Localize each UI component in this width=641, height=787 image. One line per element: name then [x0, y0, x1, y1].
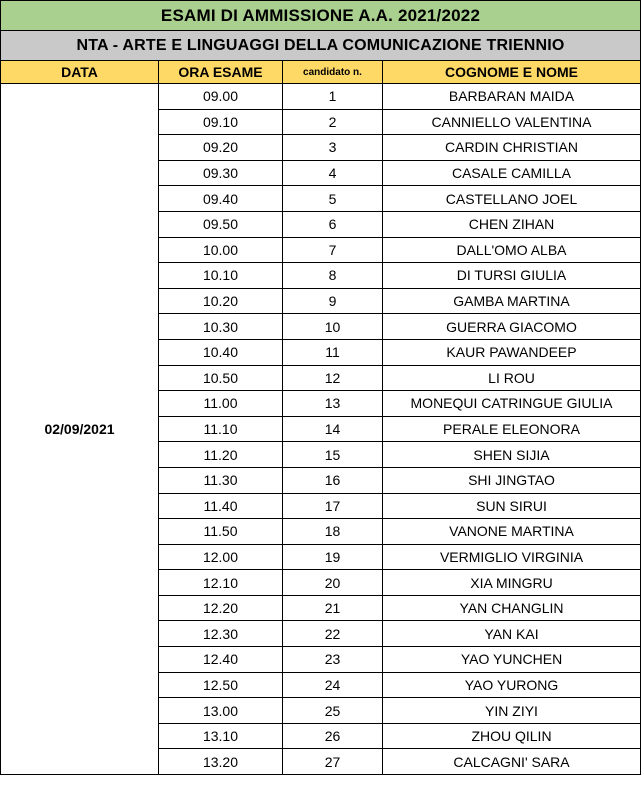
candidate-number-cell: 12	[283, 365, 383, 391]
candidate-number-cell: 1	[283, 84, 383, 110]
candidate-name-cell: KAUR PAWANDEEP	[383, 339, 641, 365]
candidate-name-cell: GUERRA GIACOMO	[383, 314, 641, 340]
title-row	[1, 1, 641, 31]
candidate-name-cell: CASTELLANO JOEL	[383, 186, 641, 212]
sheet-title: ESAMI DI AMMISSIONE A.A. 2021/2022	[1, 1, 641, 31]
candidate-name-cell: VANONE MARTINA	[383, 519, 641, 545]
candidate-name-cell: YAO YURONG	[383, 672, 641, 698]
subtitle-row	[1, 31, 641, 61]
header-candidato: candidato n.	[283, 61, 383, 84]
exam-time-cell: 09.00	[159, 84, 283, 110]
table-row	[1, 84, 641, 110]
candidate-number-cell: 14	[283, 416, 383, 442]
candidate-name-cell: YAO YUNCHEN	[383, 647, 641, 673]
exam-time-cell: 09.20	[159, 135, 283, 161]
exam-time-cell: 13.00	[159, 698, 283, 724]
candidate-number-cell: 3	[283, 135, 383, 161]
candidate-name-cell: DI TURSI GIULIA	[383, 263, 641, 289]
candidate-name-cell: XIA MINGRU	[383, 570, 641, 596]
candidate-number-cell: 8	[283, 263, 383, 289]
exam-time-cell: 10.20	[159, 288, 283, 314]
header-ora-esame: ORA ESAME	[159, 61, 283, 84]
exam-time-cell: 11.40	[159, 493, 283, 519]
candidate-name-cell: PERALE ELEONORA	[383, 416, 641, 442]
candidate-number-cell: 27	[283, 749, 383, 775]
candidate-name-cell: SUN SIRUI	[383, 493, 641, 519]
exam-time-cell: 11.10	[159, 416, 283, 442]
column-header-row	[1, 61, 641, 84]
candidate-number-cell: 17	[283, 493, 383, 519]
candidate-name-cell: YAN CHANGLIN	[383, 595, 641, 621]
exam-time-cell: 11.30	[159, 467, 283, 493]
candidate-number-cell: 4	[283, 160, 383, 186]
candidate-number-cell: 23	[283, 647, 383, 673]
exam-time-cell: 11.20	[159, 442, 283, 468]
exam-time-cell: 13.10	[159, 723, 283, 749]
candidate-name-cell: CHEN ZIHAN	[383, 211, 641, 237]
header-cognome-nome: COGNOME E NOME	[383, 61, 641, 84]
candidate-name-cell: YIN ZIYI	[383, 698, 641, 724]
exam-time-cell: 09.40	[159, 186, 283, 212]
candidate-number-cell: 16	[283, 467, 383, 493]
candidate-number-cell: 5	[283, 186, 383, 212]
candidate-number-cell: 6	[283, 211, 383, 237]
exam-time-cell: 12.20	[159, 595, 283, 621]
candidate-name-cell: SHI JINGTAO	[383, 467, 641, 493]
candidate-name-cell: VERMIGLIO VIRGINIA	[383, 544, 641, 570]
exam-time-cell: 12.50	[159, 672, 283, 698]
header-data: DATA	[1, 61, 159, 84]
candidate-number-cell: 26	[283, 723, 383, 749]
candidate-number-cell: 21	[283, 595, 383, 621]
candidate-name-cell: SHEN SIJIA	[383, 442, 641, 468]
exam-time-cell: 10.10	[159, 263, 283, 289]
exam-time-cell: 09.50	[159, 211, 283, 237]
exam-time-cell: 09.10	[159, 109, 283, 135]
candidate-number-cell: 15	[283, 442, 383, 468]
exam-time-cell: 12.00	[159, 544, 283, 570]
candidate-rows	[1, 84, 641, 775]
candidate-number-cell: 2	[283, 109, 383, 135]
candidate-name-cell: GAMBA MARTINA	[383, 288, 641, 314]
candidate-number-cell: 22	[283, 621, 383, 647]
candidate-name-cell: DALL'OMO ALBA	[383, 237, 641, 263]
candidate-number-cell: 25	[283, 698, 383, 724]
exam-time-cell: 10.00	[159, 237, 283, 263]
exam-time-cell: 12.10	[159, 570, 283, 596]
sheet-subtitle: NTA - ARTE E LINGUAGGI DELLA COMUNICAZIONE TRIENNIO	[1, 31, 641, 61]
exam-time-cell: 09.30	[159, 160, 283, 186]
exam-time-cell: 10.30	[159, 314, 283, 340]
candidate-number-cell: 7	[283, 237, 383, 263]
candidate-name-cell: LI ROU	[383, 365, 641, 391]
candidate-number-cell: 24	[283, 672, 383, 698]
exam-time-cell: 11.00	[159, 391, 283, 417]
candidate-number-cell: 11	[283, 339, 383, 365]
candidate-name-cell: CALCAGNI' SARA	[383, 749, 641, 775]
candidate-name-cell: CARDIN CHRISTIAN	[383, 135, 641, 161]
exam-time-cell: 12.30	[159, 621, 283, 647]
candidate-name-cell: YAN KAI	[383, 621, 641, 647]
exam-time-cell: 12.40	[159, 647, 283, 673]
candidate-name-cell: BARBARAN MAIDA	[383, 84, 641, 110]
candidate-name-cell: CASALE CAMILLA	[383, 160, 641, 186]
candidate-number-cell: 10	[283, 314, 383, 340]
exam-date: 02/09/2021	[1, 84, 159, 775]
candidate-number-cell: 9	[283, 288, 383, 314]
candidate-name-cell: CANNIELLO VALENTINA	[383, 109, 641, 135]
exam-time-cell: 10.50	[159, 365, 283, 391]
candidate-name-cell: ZHOU QILIN	[383, 723, 641, 749]
candidate-number-cell: 13	[283, 391, 383, 417]
candidate-name-cell: MONEQUI CATRINGUE GIULIA	[383, 391, 641, 417]
exam-time-cell: 11.50	[159, 519, 283, 545]
candidate-number-cell: 20	[283, 570, 383, 596]
candidate-number-cell: 19	[283, 544, 383, 570]
exam-time-cell: 10.40	[159, 339, 283, 365]
exam-time-cell: 13.20	[159, 749, 283, 775]
candidate-number-cell: 18	[283, 519, 383, 545]
